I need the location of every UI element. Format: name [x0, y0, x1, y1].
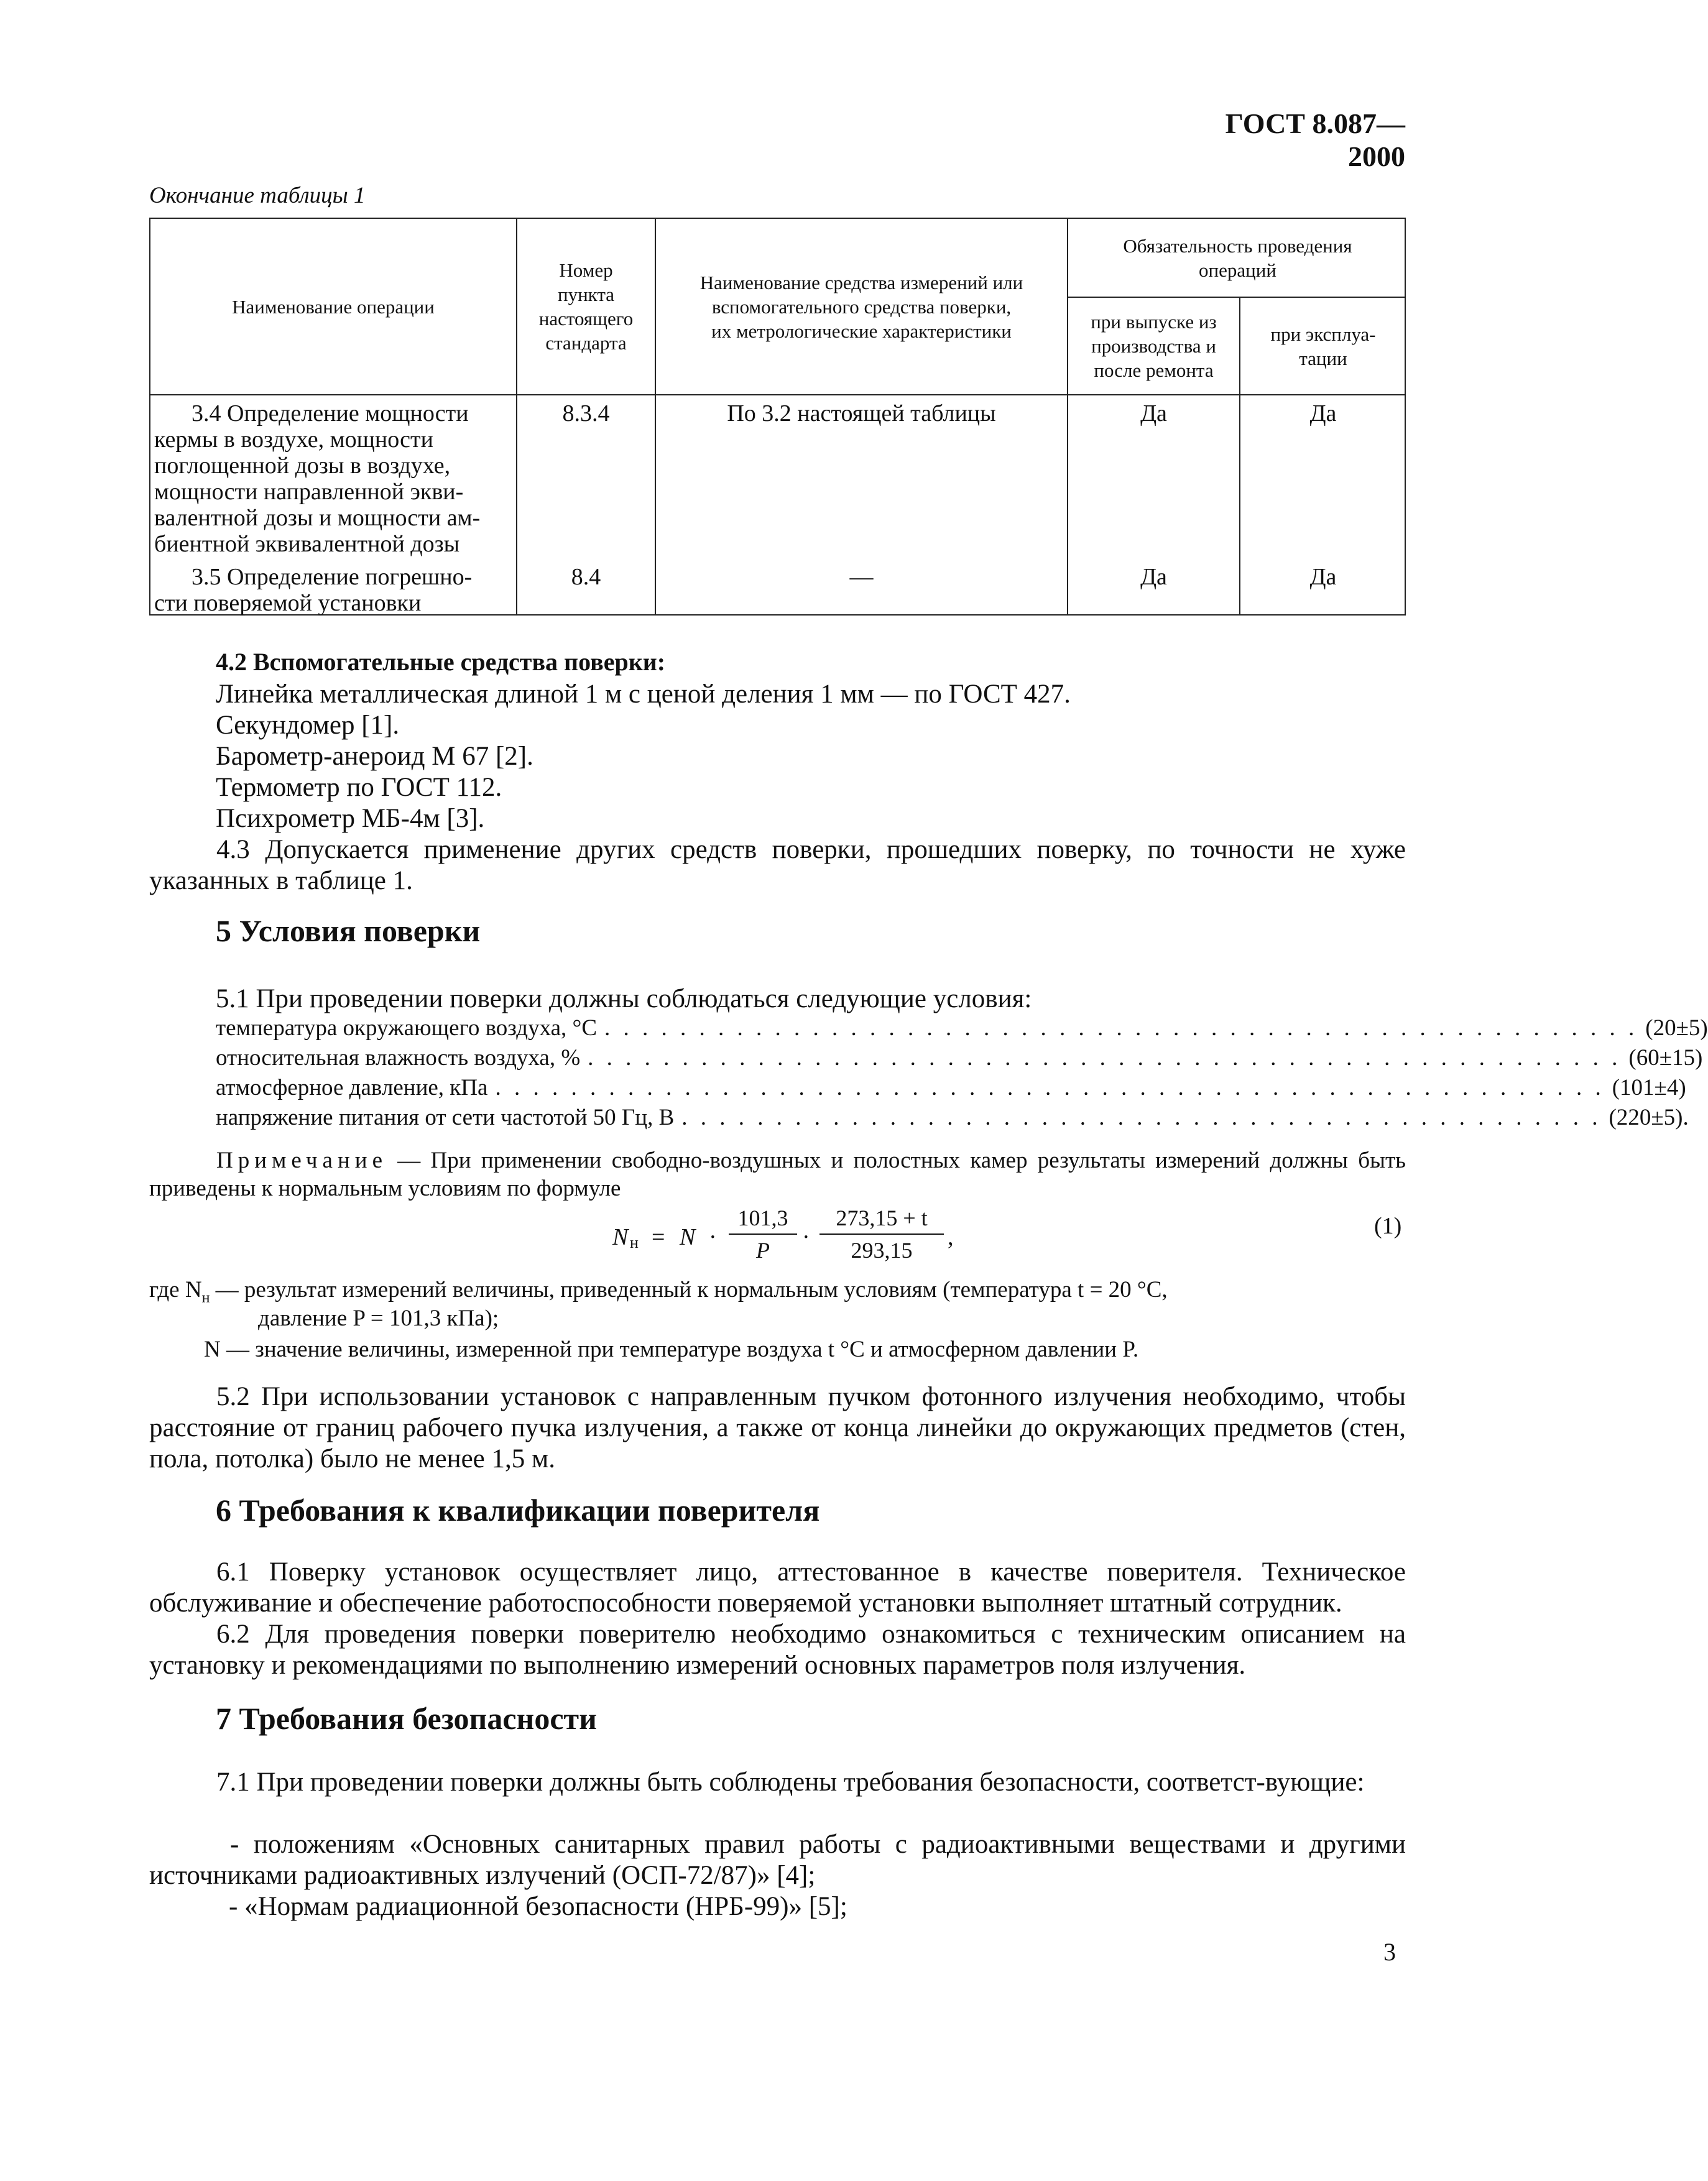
header-clause — [517, 219, 655, 394]
formula-lhs-sub: н — [630, 1233, 639, 1252]
header-release-line: после ремонта — [1094, 359, 1214, 381]
op-line: валентной дозы и мощности ам- — [154, 505, 481, 531]
formula-number: (1) — [1374, 1213, 1402, 1239]
header-clause-line: стандарта — [545, 332, 627, 354]
formula-dot: · — [802, 1224, 810, 1250]
condition-label: напряжение питания от сети частотой 50 Гц, В — [216, 1105, 675, 1130]
op-line: поглощенной дозы в воздухе, — [154, 453, 451, 479]
header-operation — [150, 219, 516, 394]
where-text: — результат измерений величины, приведенный к нормальным условиям (температура t = 20 °С, — [215, 1277, 1168, 1303]
paragraph-7-1-item-2: - «Нормам радиационной безопасности (НРБ-99)» [5]; — [229, 1892, 847, 1921]
formula-lhs: N — [612, 1224, 629, 1250]
fraction-2-denominator: 293,15 — [851, 1238, 913, 1263]
aux-item: Психрометр МБ-4м [3]. — [216, 804, 485, 833]
table-row-1-release: Да — [1140, 400, 1167, 427]
where-term-sub: н — [201, 1289, 210, 1306]
table-row-1-operation-use: Да — [1309, 400, 1337, 427]
aux-item: Секундомер [1]. — [216, 711, 400, 740]
condition-value: (20±5) — [1645, 1015, 1708, 1041]
condition-row — [216, 1043, 1703, 1072]
header-operation-text: Наименование операции — [232, 295, 435, 318]
where-line-2: N — значение величины, измеренной при температуре воздуха t °С и атмосферном давлении P. — [204, 1337, 1139, 1362]
section-7-heading: 7 Требования безопасности — [216, 1701, 597, 1736]
header-mandatory-line: операций — [1199, 259, 1276, 281]
where-line-1-cont: давление P = 101,3 кПа); — [258, 1306, 499, 1331]
table-row-2-operation — [154, 564, 511, 616]
op-line: мощности направленной экви- — [154, 479, 464, 505]
condition-value: (60±15) — [1628, 1045, 1703, 1071]
header-release-line: при выпуске из — [1091, 311, 1217, 333]
aux-item: Термометр по ГОСТ 112. — [216, 773, 502, 802]
table-row-2-operation-use: Да — [1309, 564, 1337, 590]
op-line: 3.5 Определение погрешно- — [192, 564, 473, 590]
op-line: биентной эквивалентной дозы — [154, 531, 460, 557]
table-row-1-instrument: По 3.2 настоящей таблицы — [727, 400, 996, 427]
leader-dots: . . . . . . . . . . . . . . . . . . . . . . . . . . . . . . . . . . . . . . . . . . . . . . . . . . . . . . . — [604, 1015, 1638, 1041]
paragraph-5-1: 5.1 При проведении поверки должны соблюдаться следующие условия: — [216, 984, 1032, 1013]
section-6-heading: 6 Требования к квалификации поверителя — [216, 1493, 820, 1528]
operations-table — [149, 218, 1406, 616]
table-row-2-release: Да — [1140, 564, 1167, 590]
paragraph-7-1: 7.1 При проведении поверки должны быть соблюдены требования безопасности, соответст-вующие: — [216, 1768, 1365, 1797]
condition-row — [216, 1103, 1689, 1132]
section-4-2-title — [216, 647, 665, 678]
table-row-2-instrument: — — [849, 564, 874, 590]
op-line: 3.4 Определение мощности — [192, 400, 469, 427]
header-mandatory-line: Обязательность проведения — [1123, 234, 1352, 257]
table-caption: Окончание таблицы 1 — [149, 183, 366, 208]
header-instrument-line: Наименование средства измерений или — [699, 271, 1023, 293]
document-code: ГОСТ 8.087—2000 — [1225, 108, 1405, 172]
paragraph-6-1: 6.1 Поверку установок осуществляет лицо, аттестованное в качестве поверителя. Техническое обслуживание и обеспечение работоспособности поверяемой установки выполняет штатный сотрудник. — [149, 1557, 1406, 1618]
condition-label: атмосферное давление, кПа — [216, 1075, 488, 1100]
leader-dots: . . . . . . . . . . . . . . . . . . . . . . . . . . . . . . . . . . . . . . . . . . . . . . . . . . . . . . . . . . . — [495, 1075, 1605, 1100]
where-term: где N — [149, 1277, 202, 1303]
note-text: — При применении свободно-воздушных и полостных камер результаты измерений должны быть приведены к нормальным условиям по формуле — [149, 1148, 1406, 1201]
formula-eq: = — [652, 1224, 665, 1250]
header-on-release — [1068, 298, 1239, 394]
condition-label: относительная влажность воздуха, % — [216, 1045, 581, 1071]
s42-title: 4.2 Вспомогательные средства поверки: — [216, 648, 666, 676]
header-release-line: производства и — [1091, 335, 1216, 357]
page-number: 3 — [1383, 1938, 1396, 1966]
header-clause-line: пункта — [557, 284, 615, 305]
paragraph-7-1-item-1: - положениям «Основных санитарных правил работы с радиоактивными веществами и другими источниками радиоактивных излучений (ОСП-72/87)» [4]; — [149, 1830, 1406, 1890]
header-instrument-line: вспомогательного средства поверки, — [711, 295, 1012, 318]
note-label: Примечание — [216, 1148, 387, 1173]
paragraph-5-2: 5.2 При использовании установок с направленным пучком фотонного излучения необходимо, чтобы расстояние от границ рабочего пучка излучения, а также от конца линейки до окружающих предметов (стен, пола, потолка) было не менее 1,5 м. — [149, 1382, 1406, 1473]
formula-comma: , — [948, 1224, 954, 1250]
table-row-1-operation — [154, 400, 511, 557]
header-mandatory — [1068, 219, 1407, 297]
aux-item: Линейка металлическая длиной 1 м с ценой деления 1 мм — по ГОСТ 427. — [216, 680, 1071, 709]
header-clause-line: Номер — [559, 259, 613, 281]
fraction-1-numerator: 101,3 — [737, 1206, 788, 1230]
header-clause-line: настоящего — [538, 308, 634, 330]
fraction-2-numerator: 273,15 + t — [836, 1206, 928, 1230]
condition-value: (220±5). — [1609, 1105, 1689, 1130]
paragraph-4-3: 4.3 Допускается применение других средств поверки, прошедших поверку, по точности не хуже указанных в таблице 1. — [149, 835, 1406, 895]
paragraph-6-2: 6.2 Для проведения поверки поверителю необходимо ознакомиться с техническим описанием на установку и рекомендациями по выполнению измерений основных параметров поля излучения. — [149, 1620, 1406, 1680]
leader-dots: . . . . . . . . . . . . . . . . . . . . . . . . . . . . . . . . . . . . . . . . . . . . . . . . . . . . . . . — [588, 1045, 1622, 1071]
condition-value: (101±4) — [1612, 1075, 1686, 1100]
header-operation-use-line: тации — [1299, 347, 1347, 369]
fraction-bar — [819, 1233, 944, 1235]
table-row-2-clause: 8.4 — [571, 564, 601, 590]
fraction-1-denominator: P — [756, 1238, 770, 1263]
op-line: сти поверяемой установки — [154, 590, 422, 616]
condition-row — [216, 1073, 1686, 1102]
condition-row — [216, 1013, 1708, 1043]
table-divider — [150, 394, 1405, 395]
formula-n: N — [680, 1224, 696, 1250]
condition-label: температура окружающего воздуха, °С — [216, 1015, 597, 1041]
aux-item: Барометр-анероид М 67 [2]. — [216, 742, 533, 771]
formula-dot: · — [709, 1224, 717, 1250]
section-5-heading: 5 Условия поверки — [216, 913, 481, 948]
note — [149, 1146, 1406, 1202]
op-line: кермы в воздухе, мощности — [154, 427, 433, 453]
fraction-bar — [729, 1233, 797, 1235]
table-row-1-clause: 8.3.4 — [562, 400, 610, 427]
header-instrument-line: их метрологические характеристики — [711, 320, 1012, 342]
leader-dots: . . . . . . . . . . . . . . . . . . . . . . . . . . . . . . . . . . . . . . . . . . . . . . . . . — [681, 1105, 1602, 1130]
header-in-operation — [1240, 298, 1406, 394]
header-instrument — [656, 219, 1067, 394]
header-operation-use-line: при эксплуа- — [1270, 323, 1376, 345]
